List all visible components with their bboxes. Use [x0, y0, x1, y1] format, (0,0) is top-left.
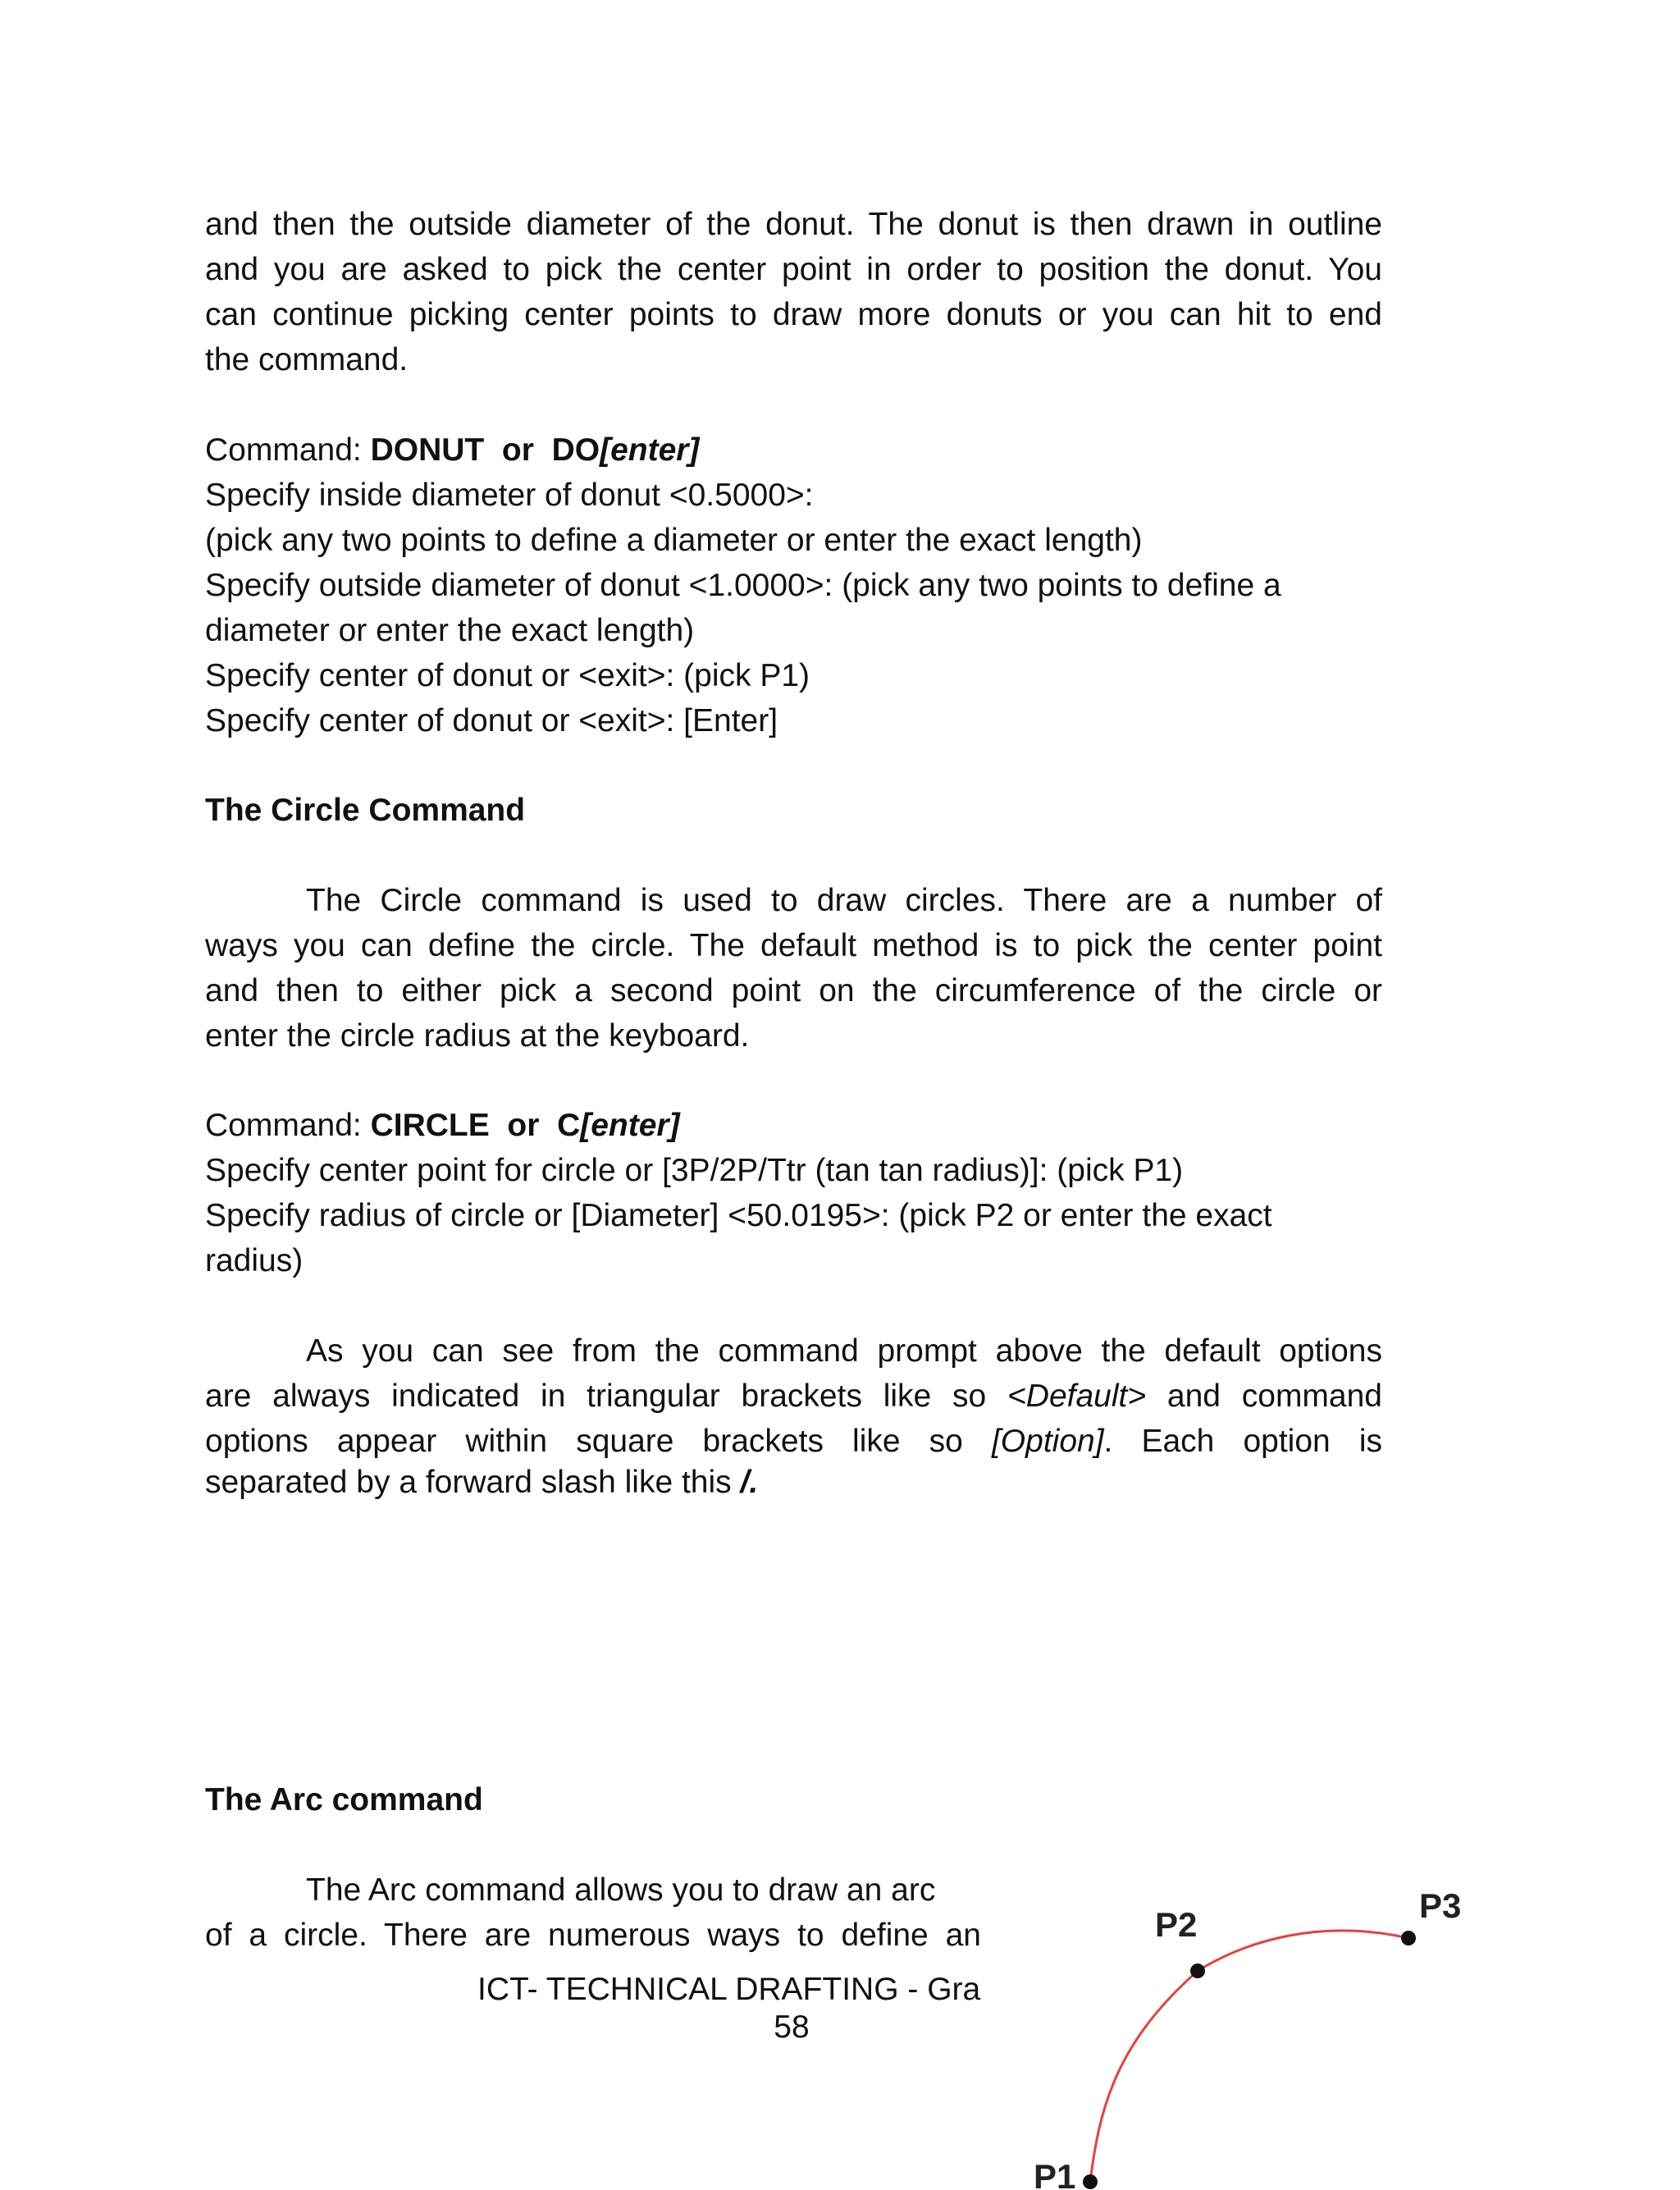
circle-line-1: The Circle command is used to draw circles. There are a number of	[306, 883, 1382, 918]
options-line-2	[205, 1374, 1382, 1419]
circle-line-2: ways you can define the circle. The default method is to pick the center point	[205, 928, 1382, 963]
options-line-2-text-b: and command	[1146, 1378, 1382, 1414]
donut-prompt-1: Specify inside diameter of donut <0.5000>:	[205, 478, 814, 513]
circle-prompt-1: Specify center point for circle or [3P/2P/Ttr (tan tan radius)]: (pick P1)	[205, 1153, 1184, 1188]
circle-command-line	[205, 1104, 680, 1148]
circle-command-name: CIRCLE or C	[370, 1108, 581, 1143]
point-p2	[1190, 1964, 1205, 1978]
donut-command-enter: [enter]	[600, 432, 700, 468]
circle-prompt-3: radius)	[205, 1243, 304, 1278]
command-prefix: Command:	[205, 432, 371, 468]
donut-prompt-5: Specify center of donut or <exit>: (pick P1)	[205, 658, 810, 693]
circle-prompt-2: Specify radius of circle or [Diameter] <50.0195>: (pick P2 or enter the exact	[205, 1198, 1272, 1233]
donut-command-line	[205, 428, 699, 473]
footer-title: ICT- TECHNICAL DRAFTING - Gra	[477, 1972, 981, 2007]
donut-prompt-4: diameter or enter the exact length)	[205, 613, 695, 648]
default-example: <Default>	[1007, 1378, 1147, 1414]
options-line-4-text: separated by a forward slash like this	[205, 1465, 741, 1500]
donut-command-name: DONUT or DO	[370, 432, 600, 468]
label-p1: P1	[1034, 2157, 1076, 2190]
circle-line-4: enter the circle radius at the keyboard.	[205, 1018, 750, 1054]
arc-line-2: of a circle. There are numerous ways to define an	[205, 1918, 981, 1953]
label-p3: P3	[1419, 1886, 1462, 1925]
intro-line-2: and you are asked to pick the center point in order to position the donut. You	[205, 252, 1382, 287]
circle-heading: The Circle Command	[205, 793, 526, 828]
options-line-1: As you can see from the command prompt above the default options	[306, 1333, 1382, 1369]
page-number: 58	[774, 2009, 810, 2045]
intro-line-1: and then the outside diameter of the donut. The donut is then drawn in outline	[205, 207, 1382, 242]
circle-line-3: and then to either pick a second point on the circumference of the circle or	[205, 973, 1382, 1008]
circle-command-enter: [enter]	[580, 1108, 680, 1143]
arc-line-1: The Arc command allows you to draw an arc	[306, 1872, 936, 1908]
command-prefix: Command:	[205, 1108, 371, 1143]
donut-prompt-2: (pick any two points to define a diameter or enter the exact length)	[205, 523, 1143, 558]
options-line-3-text-a: options appear within square brackets like so	[205, 1424, 992, 1459]
point-p3	[1401, 1931, 1416, 1945]
donut-prompt-3: Specify outside diameter of donut <1.0000>: (pick any two points to define a	[205, 568, 1281, 603]
donut-prompt-6: Specify center of donut or <exit>: [Enter]	[205, 703, 778, 738]
point-p1	[1083, 2174, 1098, 2189]
intro-line-4: the command.	[205, 342, 409, 377]
options-line-3	[205, 1420, 1382, 1464]
arc-curve	[1090, 1931, 1408, 2182]
options-line-2-text-a: are always indicated in triangular brackets like so	[205, 1378, 1007, 1414]
option-example: [Option]	[991, 1424, 1104, 1459]
options-line-3-text-b: . Each option is	[1103, 1424, 1382, 1459]
slash-example: /.	[740, 1465, 759, 1500]
arc-figure	[1009, 1879, 1501, 2190]
options-line-4	[205, 1461, 758, 1505]
arc-heading: The Arc command	[205, 1782, 483, 1817]
intro-line-3: can continue picking center points to draw more donuts or you can hit to end	[205, 297, 1382, 332]
label-p2: P2	[1155, 1905, 1198, 1944]
